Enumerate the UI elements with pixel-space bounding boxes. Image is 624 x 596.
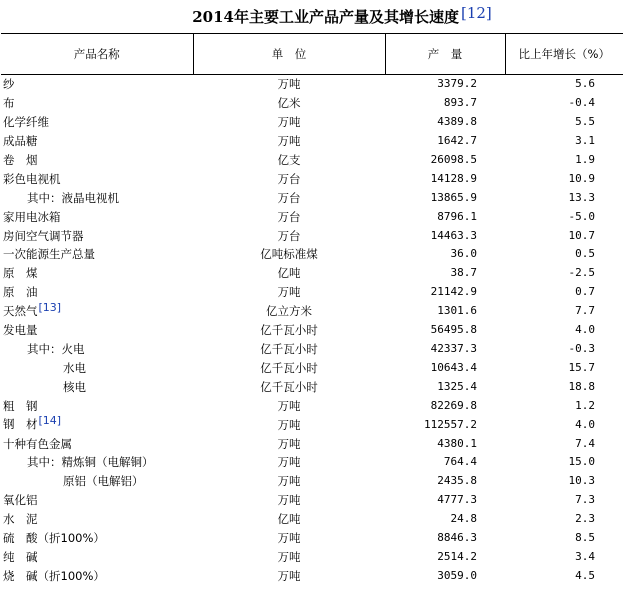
growth-cell: 5.5 — [575, 115, 595, 129]
product-name-cell — [1, 434, 193, 453]
output-cell: 3379.2 — [437, 77, 477, 91]
table-row — [1, 434, 623, 453]
unit-cell: 万台 — [277, 190, 301, 205]
product-name-cell — [1, 283, 193, 302]
footnote-link[interactable]: [14] — [38, 414, 62, 428]
table-row — [1, 396, 623, 415]
table-row — [1, 377, 623, 396]
output-cell: 13865.9 — [430, 190, 477, 204]
product-name-cell — [1, 529, 193, 548]
table-row — [1, 151, 623, 170]
product-name-cell — [1, 226, 193, 245]
output-cell: 1301.6 — [437, 304, 477, 318]
product-name: 其中：火电 — [27, 342, 85, 357]
unit-cell: 万吨 — [277, 398, 301, 413]
output-cell: 764.4 — [443, 455, 477, 469]
unit-cell: 万吨 — [277, 493, 301, 508]
product-name: 一次能源生产总量 — [3, 247, 95, 262]
title-footnote-link[interactable]: [12] — [460, 3, 492, 22]
growth-cell: 4.5 — [575, 568, 595, 582]
unit-cell: 万吨 — [277, 115, 301, 130]
product-name-cell — [1, 321, 193, 340]
product-name-cell — [1, 358, 193, 377]
table-row — [1, 245, 623, 264]
product-name-cell — [1, 188, 193, 207]
product-name: 原 煤 — [3, 266, 38, 281]
product-name-cell — [1, 377, 193, 396]
product-name-cell — [1, 113, 193, 132]
table-row — [1, 566, 623, 585]
output-cell: 1642.7 — [437, 134, 477, 148]
table-header-row — [1, 34, 623, 75]
output-cell: 893.7 — [443, 96, 477, 110]
footnote-link[interactable]: [13] — [38, 300, 62, 314]
table-row — [1, 415, 623, 434]
page-title — [0, 0, 624, 33]
product-name-cell — [1, 302, 193, 321]
output-cell: 112557.2 — [424, 417, 477, 431]
product-name: 发电量 — [3, 323, 38, 338]
unit-cell: 亿立方米 — [266, 304, 312, 319]
output-cell: 2514.2 — [437, 549, 477, 563]
growth-cell: 0.7 — [575, 285, 595, 299]
unit-cell: 万吨 — [277, 417, 301, 432]
product-name: 硫 酸（折100%） — [3, 531, 105, 546]
growth-cell: -5.0 — [568, 209, 595, 223]
unit-cell: 万台 — [277, 209, 301, 224]
growth-cell: 8.5 — [575, 531, 595, 545]
growth-cell: 1.2 — [575, 398, 595, 412]
product-name: 成品糖 — [3, 134, 38, 149]
product-name: 化学纤维 — [3, 115, 49, 130]
unit-cell: 万吨 — [277, 455, 301, 470]
unit-cell: 亿支 — [277, 153, 301, 167]
product-name-cell — [1, 415, 193, 434]
product-name: 家用电冰箱 — [3, 209, 61, 224]
table-row — [1, 321, 623, 340]
unit-cell: 万吨 — [277, 549, 301, 564]
growth-cell: 10.3 — [568, 474, 595, 488]
unit-cell: 万台 — [277, 228, 301, 243]
unit-cell: 万吨 — [277, 474, 301, 489]
output-cell: 4777.3 — [437, 493, 477, 507]
product-name-cell — [1, 453, 193, 472]
unit-cell: 亿米 — [277, 96, 301, 111]
growth-cell: 3.4 — [575, 549, 595, 563]
unit-cell: 万吨 — [277, 568, 301, 583]
growth-cell: 7.3 — [575, 493, 595, 507]
product-name-cell — [1, 396, 193, 415]
product-name-cell — [1, 547, 193, 566]
output-cell: 10643.4 — [430, 360, 477, 374]
title-text: 2014年主要工业产品产量及其增长速度 — [192, 8, 459, 26]
product-name: 粗 钢 — [3, 398, 38, 413]
output-cell: 21142.9 — [430, 285, 477, 299]
product-name-cell — [1, 75, 193, 94]
product-name-cell — [1, 491, 193, 510]
output-cell: 8846.3 — [437, 531, 477, 545]
product-name-cell — [1, 151, 193, 170]
product-name-cell — [1, 94, 193, 113]
table-row — [1, 169, 623, 188]
growth-cell: -0.3 — [568, 342, 595, 356]
output-cell: 42337.3 — [430, 342, 477, 356]
product-name-cell — [1, 245, 193, 264]
output-cell: 3059.0 — [437, 568, 477, 582]
table-row — [1, 340, 623, 359]
unit-cell: 亿吨标准煤 — [260, 247, 318, 262]
growth-cell: 15.7 — [568, 360, 595, 374]
output-cell: 2435.8 — [437, 474, 477, 488]
product-name: 水电 — [63, 360, 86, 375]
product-name: 氧化铝 — [3, 493, 38, 508]
header-growth: 比上年增长（%） — [505, 34, 623, 75]
product-name-cell — [1, 340, 193, 359]
unit-cell: 万吨 — [277, 77, 301, 92]
output-cell: 56495.8 — [430, 323, 477, 337]
product-name: 其中：液晶电视机 — [27, 190, 119, 205]
table-row — [1, 226, 623, 245]
table-row — [1, 453, 623, 472]
product-name: 原 油 — [3, 285, 38, 300]
growth-cell: -2.5 — [568, 266, 595, 280]
growth-cell: 2.3 — [575, 512, 595, 526]
table-row — [1, 283, 623, 302]
product-name: 水 泥 — [3, 512, 38, 527]
unit-cell: 亿吨 — [277, 266, 301, 281]
growth-cell: 0.5 — [575, 247, 595, 261]
product-name: 其中：精炼铜（电解铜） — [27, 455, 154, 470]
unit-cell: 亿吨 — [277, 512, 301, 527]
product-name-cell — [1, 510, 193, 529]
product-name: 彩色电视机 — [3, 171, 61, 186]
growth-cell: 13.3 — [568, 190, 595, 204]
table-row — [1, 358, 623, 377]
product-name-cell — [1, 566, 193, 585]
table-row — [1, 132, 623, 151]
growth-cell: 10.9 — [568, 171, 595, 185]
product-name: 房间空气调节器 — [3, 228, 84, 243]
table-row — [1, 510, 623, 529]
table-row — [1, 207, 623, 226]
table-row — [1, 264, 623, 283]
table-row — [1, 113, 623, 132]
table-row — [1, 472, 623, 491]
product-name: 纯 碱 — [3, 549, 38, 564]
product-name-cell — [1, 472, 193, 491]
product-name: 钢 材 — [3, 417, 38, 432]
output-cell: 26098.5 — [430, 153, 477, 166]
growth-cell: -0.4 — [568, 96, 595, 110]
table-row — [1, 547, 623, 566]
product-name-cell — [1, 169, 193, 188]
header-product-name: 产品名称 — [1, 34, 193, 75]
unit-cell: 亿千瓦小时 — [260, 360, 318, 375]
industrial-output-table — [1, 33, 623, 585]
output-cell: 36.0 — [450, 247, 477, 261]
output-cell: 1325.4 — [437, 379, 477, 393]
output-cell: 24.8 — [450, 512, 477, 526]
unit-cell: 万台 — [277, 171, 301, 186]
output-cell: 8796.1 — [437, 209, 477, 223]
growth-cell: 7.7 — [575, 304, 595, 318]
output-cell: 14463.3 — [430, 228, 477, 242]
output-cell: 82269.8 — [430, 398, 477, 412]
product-name: 布 — [3, 96, 15, 111]
growth-cell: 1.9 — [575, 153, 595, 166]
header-output: 产 量 — [385, 34, 505, 75]
unit-cell: 万吨 — [277, 134, 301, 149]
product-name: 纱 — [3, 77, 15, 92]
table-row — [1, 529, 623, 548]
table-row — [1, 491, 623, 510]
product-name: 核电 — [63, 379, 86, 394]
growth-cell: 5.6 — [575, 77, 595, 91]
growth-cell: 4.0 — [575, 417, 595, 431]
unit-cell: 万吨 — [277, 436, 301, 451]
unit-cell: 万吨 — [277, 531, 301, 546]
product-name-cell — [1, 264, 193, 283]
growth-cell: 15.0 — [568, 455, 595, 469]
table-row — [1, 75, 623, 94]
output-cell: 14128.9 — [430, 171, 477, 185]
growth-cell: 4.0 — [575, 323, 595, 337]
product-name: 原铝（电解铝） — [63, 474, 144, 489]
growth-cell: 18.8 — [568, 379, 595, 393]
table-row — [1, 94, 623, 113]
table-body — [1, 75, 623, 586]
product-name-cell — [1, 207, 193, 226]
growth-cell: 10.7 — [568, 228, 595, 242]
growth-cell: 7.4 — [575, 436, 595, 450]
unit-cell: 万吨 — [277, 285, 301, 300]
header-unit: 单 位 — [193, 34, 385, 75]
unit-cell: 亿千瓦小时 — [260, 379, 318, 394]
product-name-cell — [1, 132, 193, 151]
unit-cell: 亿千瓦小时 — [260, 323, 318, 338]
output-cell: 38.7 — [450, 266, 477, 280]
product-name: 卷 烟 — [3, 153, 38, 167]
growth-cell: 3.1 — [575, 134, 595, 148]
table-row — [1, 188, 623, 207]
product-name: 烧 碱（折100%） — [3, 568, 105, 583]
output-cell: 4380.1 — [437, 436, 477, 450]
output-cell: 4389.8 — [437, 115, 477, 129]
table-row — [1, 302, 623, 321]
product-name: 十种有色金属 — [3, 436, 72, 451]
product-name: 天然气 — [3, 303, 38, 318]
unit-cell: 亿千瓦小时 — [260, 342, 318, 357]
